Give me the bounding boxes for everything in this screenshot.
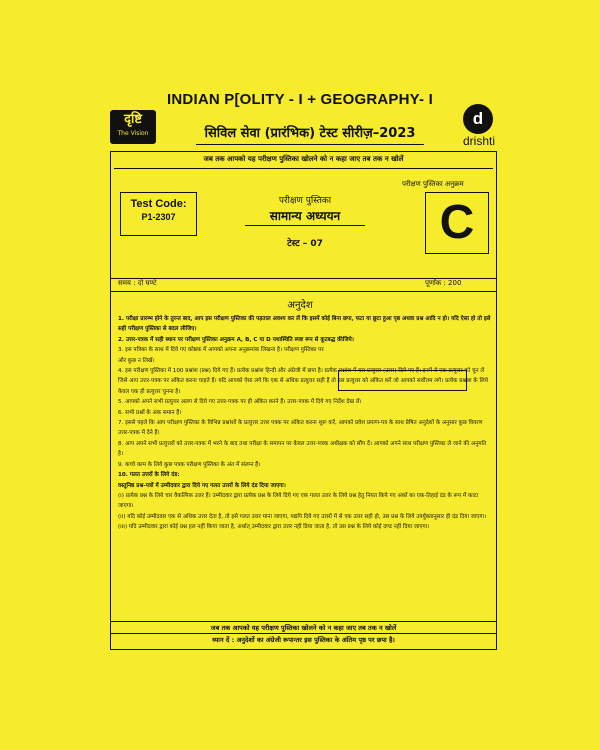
instruction-item: 9. कच्चे काम के लिये कुछ पत्रक परीक्षण पुस्तिका के अंत में संलग्न हैं। — [118, 461, 261, 468]
series-title-underline — [196, 144, 424, 145]
subject-title: सामान्य अध्ययन — [269, 209, 341, 223]
drishti-logo-icon: d — [463, 104, 493, 134]
instruction-item: (ii) यदि कोई उम्मीदवार एक से अधिक उत्तर देता है, तो इसे गलत उत्तर माना जाएगा, यद्यपि दिये गए उत्तरों में से एक उत्तर सही हो, उस प्रश्न के लिये उपर्युक्तानुसार ही दंड दिया जाएगा। — [118, 513, 487, 520]
instructions-list — [118, 314, 492, 533]
logo-hindi-text: दृष्टि — [124, 112, 142, 127]
series-letter-box: C — [425, 192, 489, 254]
subject-underline — [245, 225, 365, 226]
instruction-item: 3. इस पत्रिका के साथ में दिये गए कोष्ठक में आपको अपना अनुक्रमांक लिखना है। परीक्षण पुस्तिका पर और कुछ न लिखें। — [118, 347, 324, 364]
instruction-item: 8. आप अपने सभी प्रत्युत्तरों को उत्तर-पत्रक में भरने के बाद तथा परीक्षा के समापन पर केवल उत्तर-पत्रक अधीक्षक को सौंप दें। आपको अपने साथ परीक्षण पुस्तिका ले जाने की अनुमति है। — [118, 440, 487, 458]
drishti-the-vision-logo — [110, 110, 156, 144]
time-label: समय : दो घण्टे — [118, 279, 157, 287]
booklet-series-label: परीक्षण पुस्तिका अनुक्रम — [402, 180, 464, 188]
instructions-heading: अनुदेश — [287, 300, 313, 311]
instruction-item: (iii) यदि उम्मीदवार द्वारा कोई प्रश्न हल नहीं किया जाता है, अर्थात् उम्मीदवार द्वारा उत्तर नहीं दिया जाता है, तो उस प्रश्न के लिये कोई दण्ड नहीं दिया जाएगा। — [118, 524, 430, 531]
booklet-label: परीक्षण पुस्तिका — [278, 196, 332, 206]
page-title: INDIAN P[OLITY - I + GEOGRAPHY- I — [167, 91, 433, 108]
marks-label: पूर्णांक : 200 — [425, 279, 462, 287]
instruction-item: 10. गलत उत्तरों के लिये दंड: — [118, 472, 180, 479]
instruction-item: 1. परीक्षा प्रारम्भ होने के तुरन्त बाद, आप इस परीक्षण पुस्तिका की पड़ताल अवश्य कर लें कि इसमें कोई बिना छपा, फटा या छूटा हुआ पृष्ठ अथवा प्रश्न आदि न हो। यदि ऐसा हो तो इसे सही परीक्षण पुस्तिका से बदल लीजिए। — [118, 316, 491, 333]
roll-number-box — [338, 370, 467, 391]
instruction-item: 6. सभी प्रश्नों के अंक समान हैं। — [118, 409, 182, 416]
logo-sub-text: The Vision — [117, 130, 149, 137]
test-code-value: P1-2307 — [141, 212, 176, 222]
series-title: सिविल सेवा (प्रारंभिक) टेस्ट सीरीज़–2023 — [204, 126, 416, 141]
instruction-item: (i) प्रत्येक प्रश्न के लिये चार वैकल्पिक उत्तर हैं। उम्मीदवार द्वारा प्रत्येक प्रश्न के लिये दिये गए एक गलत उत्तर के लिये प्रश्न हेतु नियत किये गए अंकों का एक-तिहाई दंड के रूप में काटा जाएगा। — [118, 492, 479, 510]
do-not-open-notice: जब तक आपको यह परीक्षण पुस्तिका खोलने को न कहा जाए तब तक न खोलें — [114, 155, 493, 169]
test-code-box — [120, 192, 197, 236]
test-code-label: Test Code: — [130, 198, 187, 210]
instruction-item: 7. इससे पहले कि आप परीक्षण पुस्तिका के विभिन्न प्रश्नांशों के प्रत्युत्तर उत्तर पत्रक पर अंकित करना शुरू करें, आपको प्रवेश प्रमाण-पत्र के साथ प्रेषित अनुदेशों के अनुसार कुछ विवरण उत्तर-पत्रक में देने हैं। — [118, 420, 483, 437]
instruction-item: वस्तुनिष्ठ प्रश्न-पत्रों में उम्मीदवार द्वारा दिये गए गलत उत्तरों के लिये दंड दिया जाएगा। — [118, 482, 286, 489]
footer-english-note: ध्यान दें : अनुदेशों का अंग्रेजी रूपान्तर इस पुस्तिका के अंतिम पृष्ठ पर छपा है। — [110, 633, 497, 646]
footer-notice: जब तक आपको यह परीक्षण पुस्तिका खोलने को न कहा जाए तब तक न खोलें — [110, 621, 497, 634]
drishti-logo-text: drishti — [462, 134, 495, 148]
test-number: टेस्ट – 07 — [287, 239, 323, 249]
instruction-item: 4. इस परीक्षण पुस्तिका में 100 प्रश्नांश (प्रश्न) दिये गए हैं। प्रत्येक प्रश्नांश हिन्दी और अंग्रेजी में छपा है। प्रत्येक प्रश्नांश में चार प्रत्युत्तर (उत्तर) दिये गए हैं। इनमें से एक प्रत्युत्तर को चुन लें जिसे आप उत्तर-पत्रक पर अंकित करना चाहते हैं। यदि आपको ऐसा लगे कि एक से अधिक प्रत्युत्तर सही हैं तो उस प्रत्युत्तर को अंकित करें जो आपको सर्वोत्तम लगे। प्रत्येक प्रश्नांश के लिये केवल एक ही प्रत्युत्तर चुनना है। — [118, 368, 488, 395]
instruction-item: 2. उत्तर-पत्रक में सही स्थान पर परीक्षण पुस्तिका अनुक्रम A, B, C या D यथास्थिति स्पष्ट रूप से कूटबद्ध कीजिये। — [118, 336, 354, 343]
instruction-item: 5. आपको अपने सभी प्रत्युत्तर अलग से दिये गए उत्तर-पत्रक पर ही अंकित करने हैं। उत्तर-पत्रक में दिये गए निर्देश देख लें। — [118, 399, 362, 406]
